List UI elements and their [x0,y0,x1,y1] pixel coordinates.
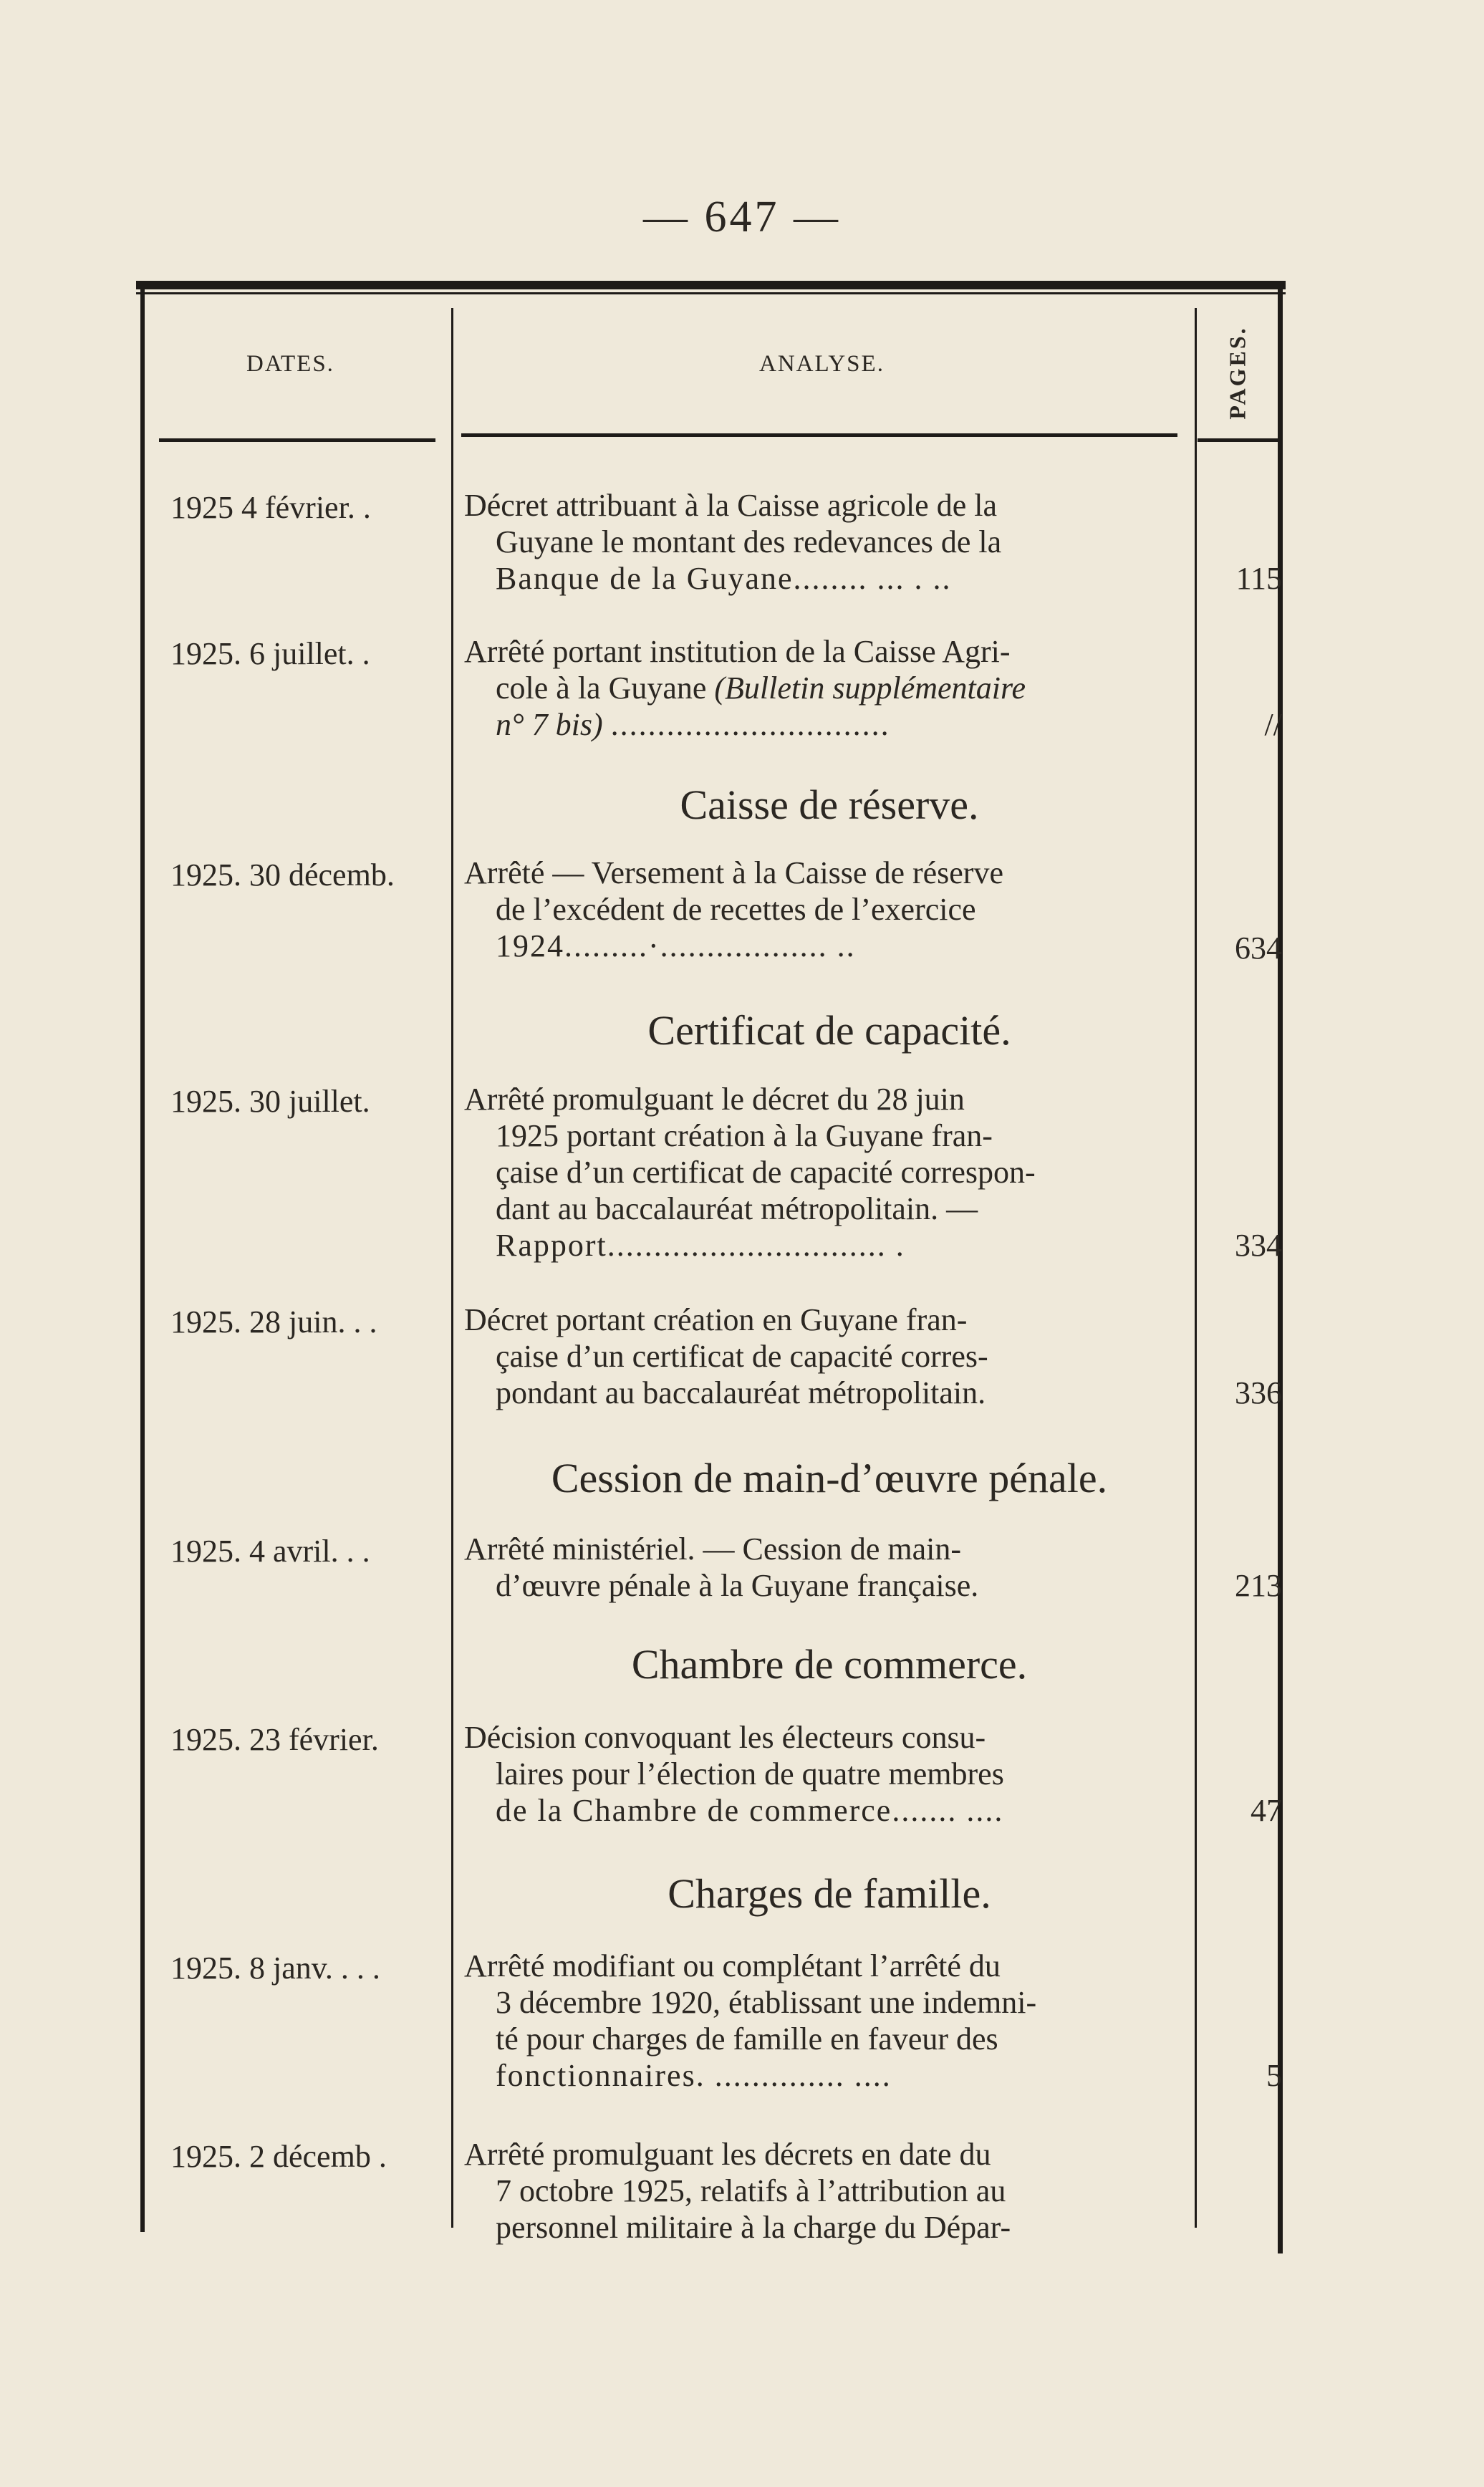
header-rule-pages [1198,438,1278,442]
header-pages [1216,315,1259,430]
entry-date: 1925. 4 avril. . . [170,1534,370,1569]
analysis-line: Arrêté promulguant les décrets en date du [464,2137,991,2172]
section-title: Charges de famille. [668,1870,991,1917]
analysis-line: de l’excédent de recettes de l’exercice [496,892,976,927]
analysis-line [464,706,1195,743]
section-title: Caisse de réserve. [680,781,979,828]
section-title: Certificat de capacité. [647,1007,1011,1054]
entry-page: 334 [1235,1228,1282,1263]
analysis-line: Décret portant création en Guyane fran- [464,1302,968,1337]
header-rule-analysis [461,433,1177,437]
entry-analysis [464,1081,1195,1264]
analysis-line: Décision convoquant les électeurs consu- [464,1720,986,1755]
analysis-line: Rapport.............................. . [496,1228,905,1263]
entry-analysis [464,1948,1195,2094]
analysis-line: de la Chambre de commerce....... .... [496,1793,1004,1828]
analysis-line: Arrêté modifiant ou complétant l’arrêté du [464,1948,1001,1983]
entry-date: 1925. 23 février. [170,1722,379,1757]
analysis-line: d’œuvre pénale à la Guyane française. [496,1568,979,1603]
analysis-line: Arrêté ministériel. — Cession de main- [464,1531,962,1567]
entry-analysis [464,1531,1195,1604]
analysis-line: Arrêté promulguant le décret du 28 juin [464,1082,965,1117]
bulletin-number: n° 7 bis) [496,707,603,742]
entry-page: 5 [1266,2058,1282,2093]
analysis-line: dant au baccalauréat métropolitain. — [496,1191,978,1226]
table-top-rule-thin [136,292,1286,294]
column-divider-analysis [1195,308,1197,2228]
table-left-border [140,284,145,2232]
analysis-line [464,670,1195,706]
analysis-line: 1924.........·.................. .. [496,928,856,963]
entry-page: 115 [1235,561,1282,596]
analysis-line: 3 décembre 1920, établissant une indemni- [496,1985,1037,2020]
analysis-line: 7 octobre 1925, relatifs à l’attribution au [496,2173,1006,2208]
analysis-line: fonctionnaires. .............. .... [496,2058,892,2093]
entry-date: 1925. 30 décemb. [170,857,395,893]
entry-date: 1925. 30 juillet. [170,1084,370,1119]
analysis-line: té pour charges de famille en faveur des [496,2021,998,2057]
analysis-line: Décret attribuant à la Caisse agricole de la [464,488,997,523]
entry-page: 213 [1235,1568,1282,1603]
entry-analysis [464,855,1195,964]
entry-page: 634 [1235,930,1282,966]
header-dates: DATES. [246,351,334,377]
analysis-line: laires pour l’élection de quatre membres [496,1756,1004,1791]
analysis-line: Arrêté — Versement à la Caisse de réserve [464,855,1003,890]
analysis-line: 1925 portant création à la Guyane fran- [496,1118,993,1153]
analysis-line: Banque de la Guyane........ ... . .. [496,561,952,596]
entry-date: 1925. 2 décemb . [170,2139,387,2174]
entry-date: 1925 4 février. . [170,490,371,525]
entry-page: // [1264,707,1282,742]
header-rule-dates [159,438,435,442]
entry-date: 1925. 28 juin. . . [170,1304,377,1339]
analysis-line: Arrêté portant institution de la Caisse Agri- [464,634,1011,669]
section-title: Chambre de commerce. [631,1641,1028,1688]
analysis-line: personnel militaire à la charge du Dépar- [496,2210,1011,2245]
entry-date: 1925. 8 janv. . . . [170,1950,380,1986]
bulletin-reference: (Bulletin supplémentaire [714,670,1026,706]
page-number: — 647 — [643,193,841,241]
analysis-line: pondant au baccalauréat métropolitain. [496,1375,986,1410]
section-title: Cession de main-d’œuvre pénale. [551,1455,1108,1501]
entry-analysis [464,487,1195,597]
table-top-rule [136,281,1286,289]
entry-page: 47 [1251,1793,1282,1828]
column-divider-dates [451,308,453,2228]
header-analysis: ANALYSE. [759,351,885,377]
entry-date: 1925. 6 juillet. . [170,636,370,671]
entry-analysis [464,2136,1195,2246]
entry-analysis [464,1302,1195,1411]
analysis-text: cole à la Guyane [496,670,707,706]
entry-analysis [464,633,1195,743]
analysis-line: Guyane le montant des redevances de la [496,524,1002,559]
leader-dots: .............................. [610,707,890,742]
entry-analysis [464,1719,1195,1829]
analysis-line: çaise d’un certificat de capacité corres- [496,1339,988,1374]
analysis-line: çaise d’un certificat de capacité correspon- [496,1155,1036,1190]
entry-page: 336 [1235,1375,1282,1410]
header-pages-label: PAGES. [1224,325,1251,420]
